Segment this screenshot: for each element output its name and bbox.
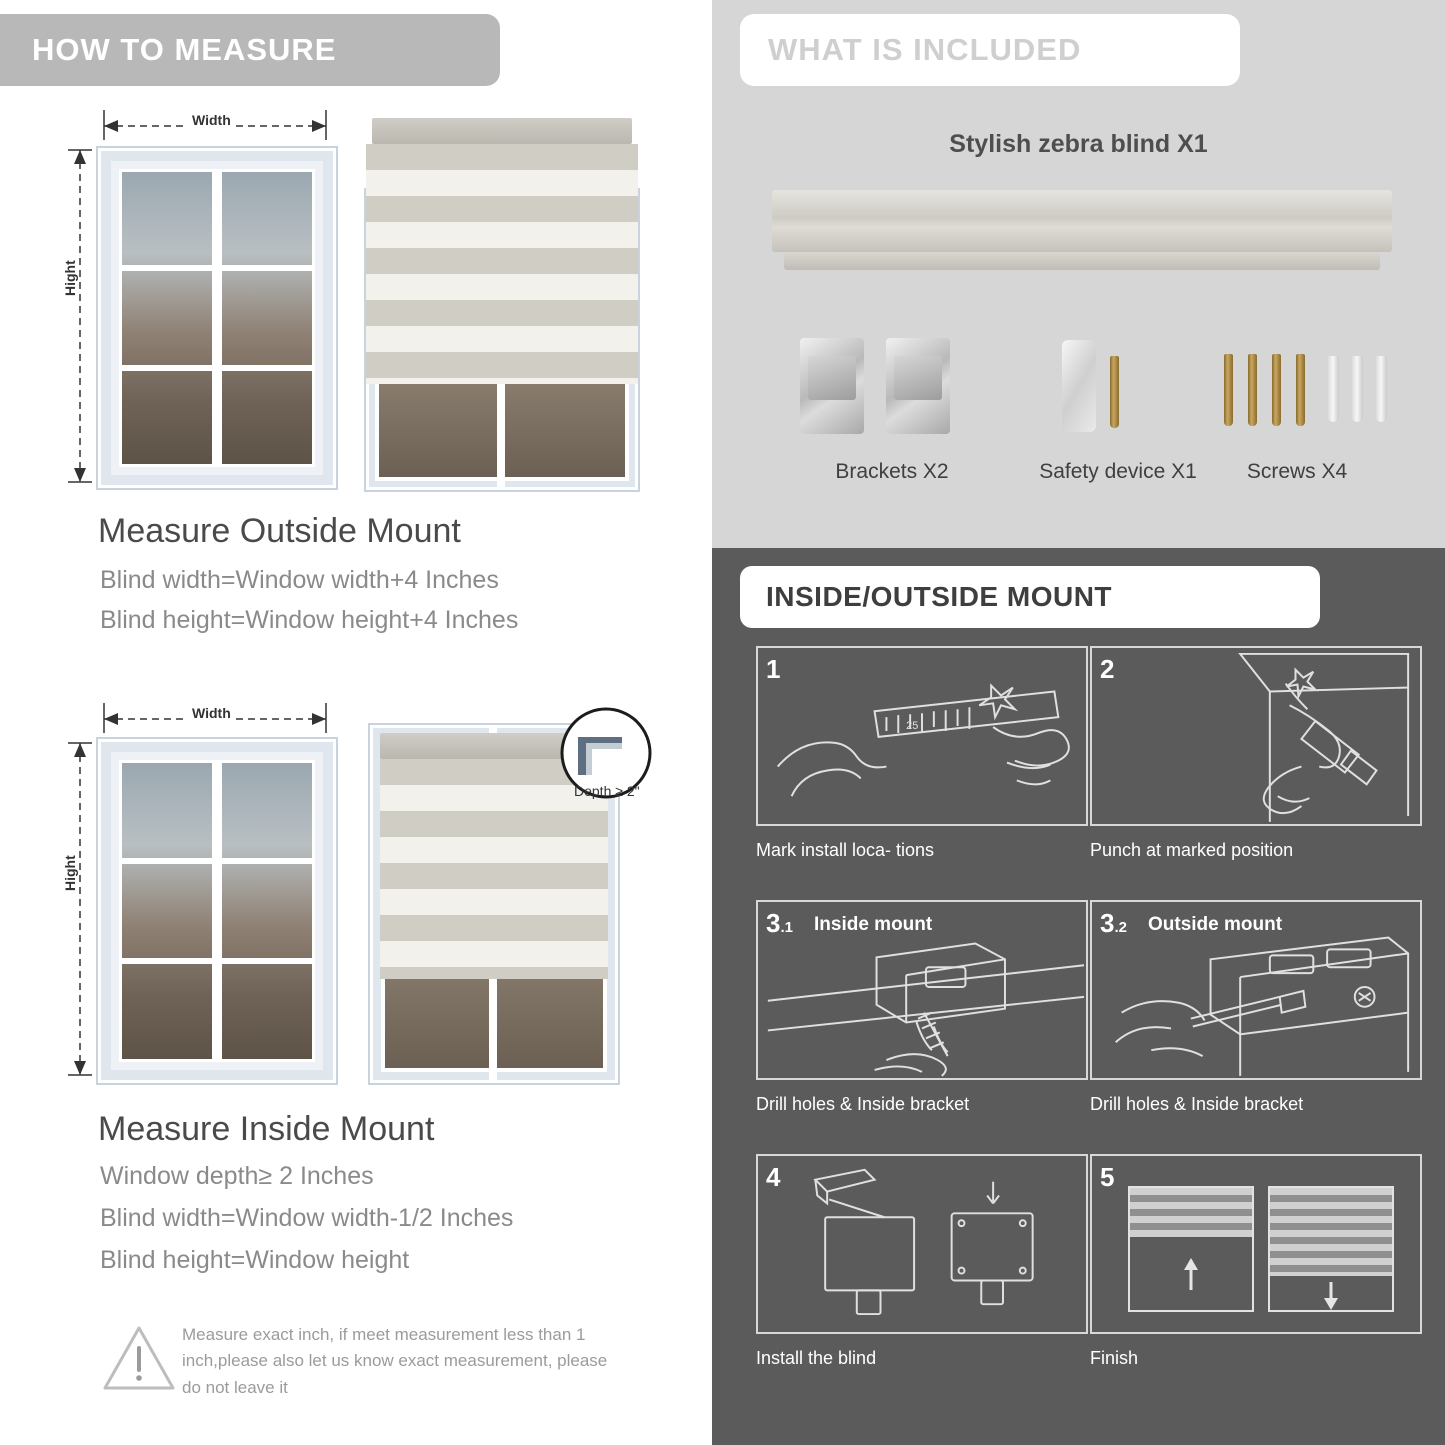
inside-width-label: Width [188,705,235,721]
safety-device-group [1050,338,1160,448]
step-3-1-panel [756,900,1088,1080]
window-mullion [212,169,222,467]
how-to-measure-section [0,0,712,1445]
step-3-1-caption: Drill holes & Inside bracket [756,1094,970,1114]
blind-fabric [366,144,638,384]
inside-mount-line-2: Blind width=Window width-1/2 Inches [100,1204,514,1232]
height-dimension-arrow [62,136,96,496]
outside-height-label: Hight [62,256,78,300]
inside-mount-diagram [0,695,712,1095]
step-5-number: 5 [1100,1162,1115,1192]
bracket-icon-1 [800,338,864,434]
screws-group [1216,338,1406,448]
step-4-caption: Install the blind [756,1348,877,1368]
step-1-number: 1 [766,654,781,684]
blind-headrail [372,118,632,144]
blind-illustration-outside [366,118,638,490]
blind-down-arrow-icon [1268,1186,1394,1312]
step-4-number: 4 [766,1162,781,1192]
window-mullion-inside [212,760,222,1062]
safety-device-icon [1062,340,1096,432]
step-3-1-inline-label: Inside mount [814,914,933,935]
screw-icon-4 [1296,354,1305,426]
screw-icon-1 [1224,354,1233,426]
step-3-2-inline-label: Outside mount [1148,914,1283,935]
window-frame [111,161,323,475]
step-3-2-panel [1090,900,1422,1080]
step-2-panel [1090,646,1422,826]
outside-mount-line-1: Blind width=Window width+4 Inches [100,566,499,594]
outside-width-label: Width [188,112,235,128]
inside-outside-mount-banner [740,566,1320,628]
window-frame-inside [111,752,323,1070]
outside-mount-diagram [0,100,712,500]
screws-label: Screws X4 [1246,460,1348,483]
step-5-panel [1090,1154,1422,1334]
outside-mount-heading: Measure Outside Mount [98,512,461,550]
step-2-number: 2 [1100,654,1115,684]
step-4-panel [756,1154,1088,1334]
step-3-2-number: 3.2 [1100,908,1127,938]
inside-mount-line-3: Blind height=Window height [100,1246,410,1274]
step-3-2-sketch-outside-bracket [1092,902,1420,1080]
what-is-included-title: WHAT IS INCLUDED [768,32,1082,67]
step-1-panel [756,646,1088,826]
inside-mount-heading: Measure Inside Mount [98,1110,435,1148]
step-1-caption: Mark install loca- tions [756,840,935,860]
what-is-included-banner [740,14,1240,86]
safety-device-label: Safety device X1 [1039,460,1197,483]
inside-mount-line-1: Window depth≥ 2 Inches [100,1162,374,1190]
step-3-2-caption: Drill holes & Inside bracket [1090,1094,1304,1114]
step-3-1-number: 3.1 [766,908,793,938]
inside-outside-mount-title: INSIDE/OUTSIDE MOUNT [766,581,1113,612]
screw-icon-2 [1248,354,1257,426]
inside-height-dimension-arrow [62,729,96,1089]
screw-icon-3 [1272,354,1281,426]
how-to-measure-title: HOW TO MEASURE [32,32,337,67]
included-main-item-label: Stylish zebra blind X1 [949,130,1208,158]
blind-up-arrow-icon [1128,1186,1254,1312]
window-illustration-outside [98,148,336,488]
how-to-measure-banner [0,14,500,86]
what-is-included-section [712,0,1445,548]
outside-mount-line-2: Blind height=Window height+4 Inches [100,606,519,634]
step-5-caption: Finish [1090,1348,1139,1368]
bracket-icon-2 [886,338,950,434]
wall-anchor-icon-1 [1328,356,1339,422]
brackets-label: Brackets X2 [835,460,949,483]
step-1-sketch-measure-tape [758,648,1086,826]
step-3-1-sketch-inside-bracket [758,902,1086,1080]
wall-anchor-icon-2 [1352,356,1363,422]
inside-outside-mount-section [712,548,1445,1445]
step-2-sketch-drill [1092,648,1420,826]
step-4-sketch-install-blind [758,1156,1086,1334]
inside-height-label: Hight [62,851,78,895]
brackets-group [790,338,1020,448]
warning-triangle-icon [102,1322,176,1394]
wall-anchor-icon-3 [1376,356,1387,422]
zebra-blind-headrail-graphic [772,190,1392,282]
measure-note-text: Measure exact inch, if meet measurement less than 1 inch,please also let us know exact measurement, please do not leave it [182,1325,608,1397]
step-2-caption: Punch at marked position [1090,840,1294,860]
window-illustration-inside [98,739,336,1083]
safety-screw-icon [1110,356,1119,428]
depth-label: Depth ≥ 2" [574,783,640,799]
svg-text:25: 25 [906,720,919,733]
